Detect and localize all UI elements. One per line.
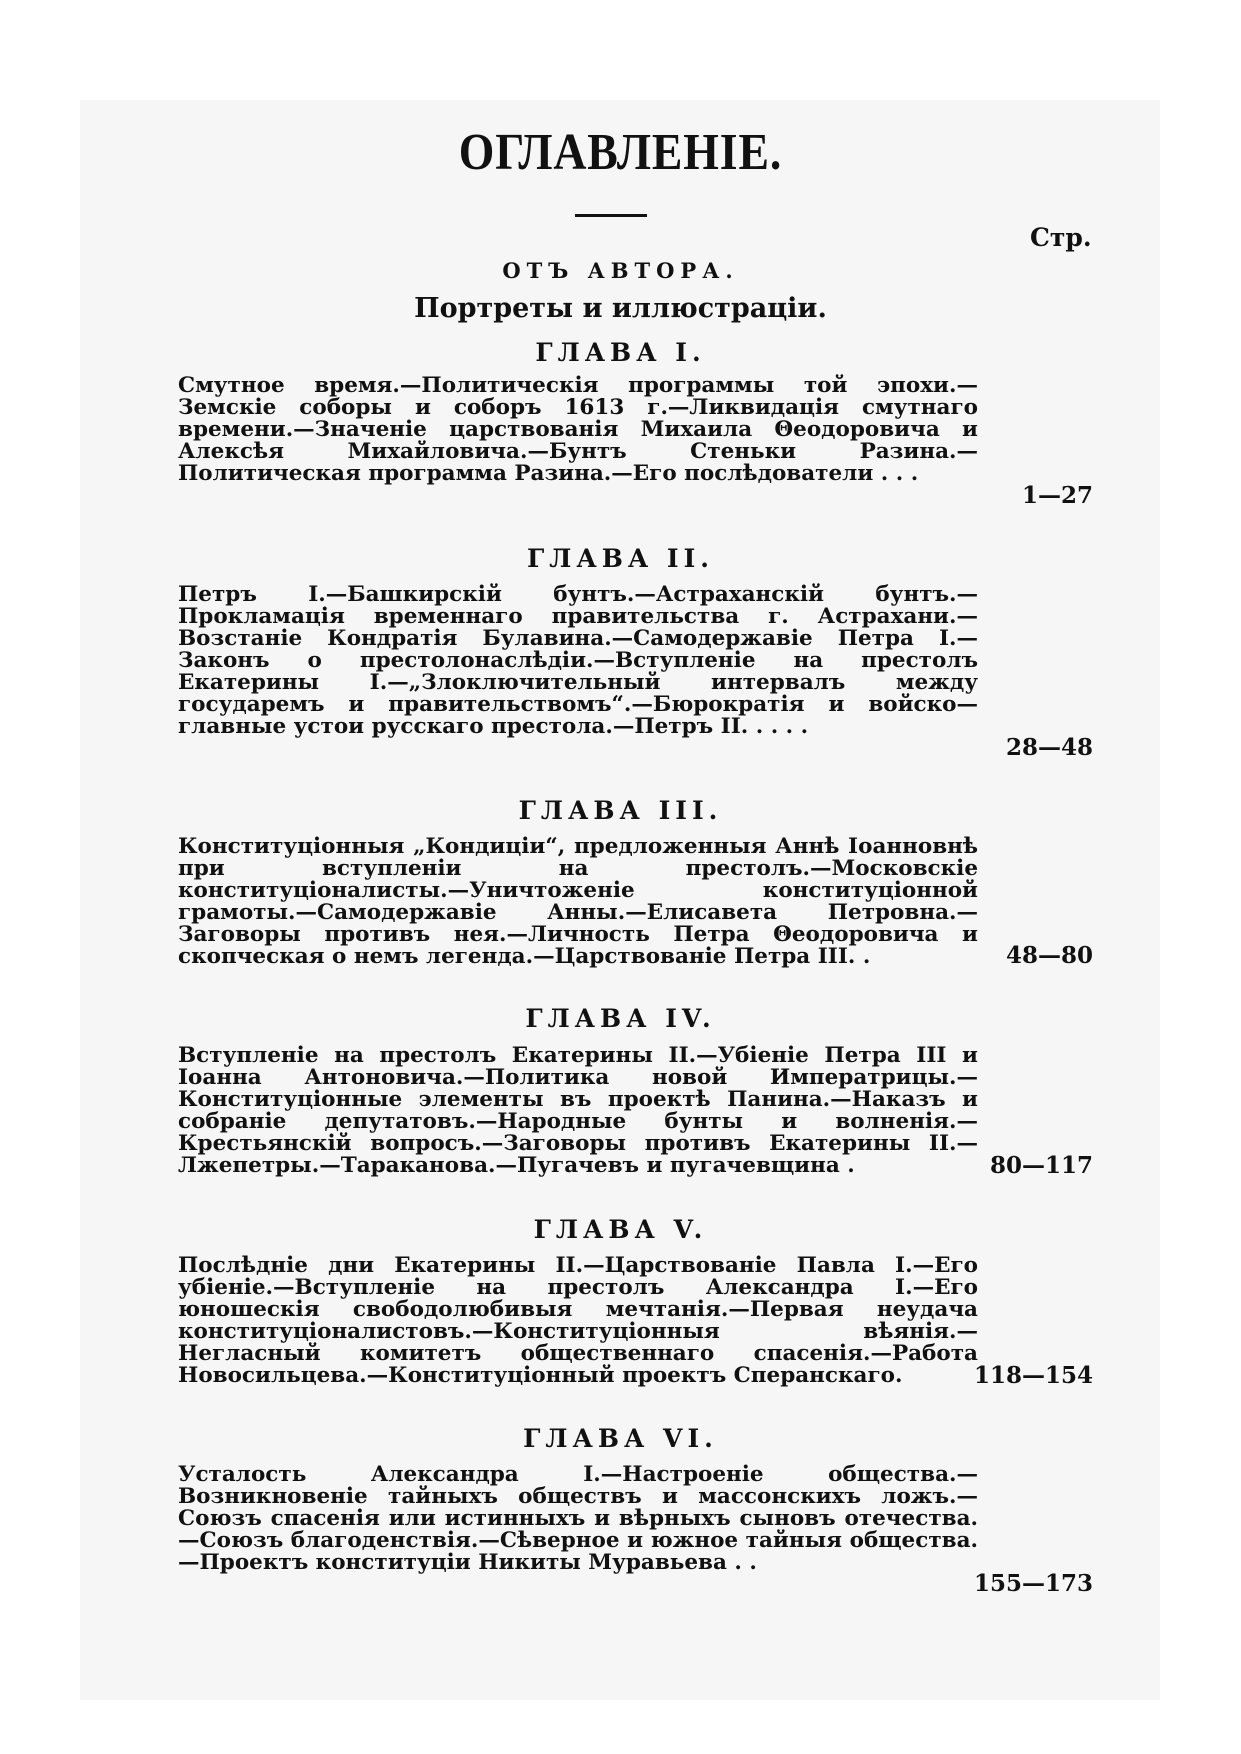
title-divider: [575, 214, 647, 217]
chapter-3-pages: 48—80: [1005, 942, 1093, 969]
chapter-1-heading: ГЛАВА I.: [535, 338, 706, 367]
chapter-5-heading: ГЛАВА V.: [533, 1215, 708, 1244]
chapter-5-text: Послѣдніе дни Екатерины II.—Царствованіе Павла I.—Его убіеніе.—Вступленіе на престолъ Александра I.—Его юношескія свободолюбивыя мечтанія.—Первая неудача конституціоналистовъ.—Конституціонныя вѣянія.—Негласный комитетъ общественнаго спасенія.—Работа Новосильцева.—Конституціонный проектъ Сперанскаго.: [178, 1253, 978, 1388]
chapter-6-heading: ГЛАВА VI.: [523, 1424, 718, 1453]
chapter-6-pages: 155—173: [973, 1570, 1093, 1597]
chapter-4-heading: ГЛАВА IV.: [525, 1004, 716, 1033]
chapter-2-pages: 28—48: [1005, 734, 1093, 761]
chapter-4-text: Вступленіе на престолъ Екатерины II.—Убіеніе Петра III и Іоанна Антоновича.—Политика новой Императрицы.—Конституціонные элементы въ проектѣ Панина.—Наказъ и собраніе депутатовъ.—Народные бунты и волненія.—Крестьянскій вопросъ.—Заговоры противъ Екатерины II.—Лжепетры.—Тараканова.—Пугачевъ и пугачевщина .: [178, 1043, 978, 1178]
pages-column-label: Стр.: [1030, 223, 1092, 252]
page-title: ОГЛАВЛЕНIE.: [458, 124, 783, 181]
chapter-4-pages: 80—117: [989, 1152, 1093, 1179]
author-section-label: ОТЪ АВТОРА.: [502, 258, 739, 283]
chapter-3-text: Конституціонныя „Кондиціи“, предложенныя Аннѣ Іоанновнѣ при вступленіи на престолъ.—Московскіе конституціоналисты.—Уничтоженіе конституціонной грамоты.—Самодержавіе Анны.—Елисавета Петровна.—Заговоры противъ нея.—Личность Петра Θеодоровича и скопческая о немъ легенда.—Царствованіе Петра III. .: [178, 834, 978, 969]
chapter-5-pages: 118—154: [973, 1362, 1093, 1389]
chapter-6-text: Усталость Александра I.—Настроеніе общества.—Возникновеніе тайныхъ обществъ и массонскихъ ложъ.—Союзъ спасенія или истинныхъ и вѣрныхъ сыновъ отечества.—Союзъ благоденствія.—Сѣверное и южное тайныя общества.—Проектъ конституціи Никиты Муравьева . .: [178, 1462, 978, 1575]
portraits-section-label: Портреты и иллюстраціи.: [414, 293, 827, 324]
chapter-2-heading: ГЛАВА II.: [526, 544, 715, 573]
chapter-2-text: Петръ I.—Башкирскій бунтъ.—Астраханскій бунтъ.—Прокламація временнаго правительства г. Астрахани.—Возстаніе Кондратія Булавина.—Самодержавіе Петра I.—Законъ о престолонаслѣдіи.—Вступленіе на престолъ Екатерины I.—„Злоключительный интервалъ между государемъ и правительствомъ“.—Бюрократія и войско—главные устои русскаго престола.—Петръ II. . . . .: [178, 582, 978, 739]
chapter-1-text: Смутное время.—Политическія программы той эпохи.—Земскіе соборы и соборъ 1613 г.—Ликвидація смутнаго времени.—Значеніе царствованія Михаила Θеодоровича и Алексѣя Михайловича.—Бунтъ Стеньки Разина.—Политическая программа Разина.—Его послѣдователи . . .: [178, 373, 978, 486]
chapter-3-heading: ГЛАВА III.: [518, 796, 723, 825]
chapter-1-pages: 1—27: [1021, 482, 1093, 509]
